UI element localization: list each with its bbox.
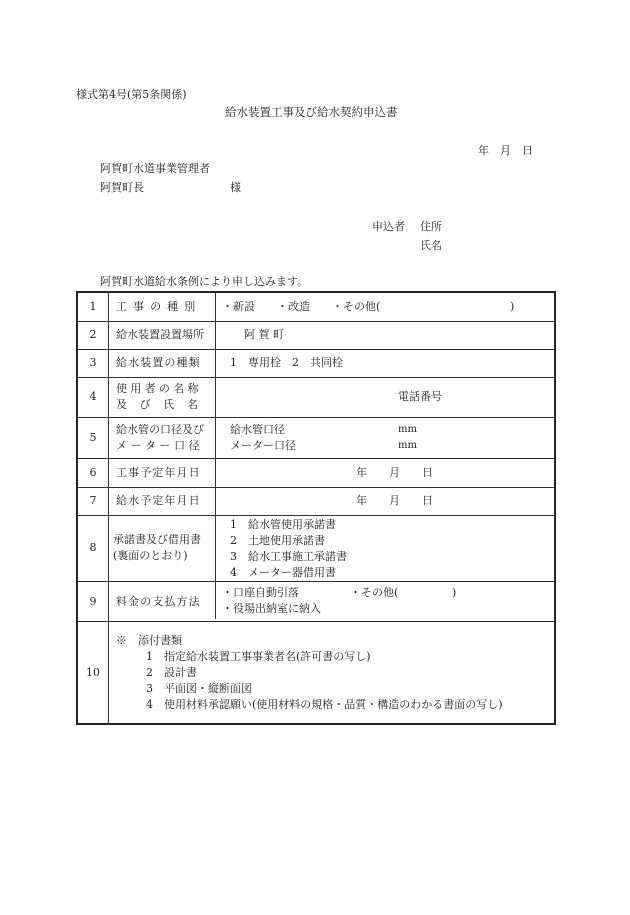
supply-date-value: 年 月 日: [356, 494, 433, 507]
pipe-diameter-label: 給水管口径: [230, 423, 285, 436]
work-type-other-close: ): [510, 300, 515, 313]
row-divider: [78, 515, 554, 516]
row-number: 7: [89, 494, 97, 507]
attachment-item: 1 指定給水装置工事事業者名(許可書の写し): [146, 650, 371, 663]
row-divider: [78, 349, 554, 350]
attachment-item: 2 設計書: [146, 666, 197, 679]
consent-item: 2 土地使用承諾書: [230, 534, 325, 547]
column-divider: [108, 293, 109, 723]
address-label: 住所: [420, 220, 442, 233]
row-divider: [78, 458, 554, 459]
row-number: 10: [86, 666, 100, 679]
form-number: 様式第4号(第5条関係): [76, 88, 187, 101]
row-label-consent-line2: (裏面のとおり): [113, 549, 188, 562]
row-label-diameter-line1: 給水管の口径及び: [116, 423, 204, 436]
row-number: 9: [89, 595, 97, 608]
work-type-options: ・新設 ・改造 ・その他(: [222, 300, 381, 313]
row-label-payment-method: 料金の支払方法: [116, 595, 201, 608]
consent-item: 1 給水管使用承諾書: [230, 518, 336, 531]
row-divider: [78, 321, 554, 322]
row-number: 2: [89, 328, 97, 341]
payment-option-auto-debit: ・口座自動引落: [222, 586, 299, 599]
row-number: 4: [89, 390, 97, 403]
row-label-consent-line1: 承諾書及び借用書: [113, 533, 201, 546]
row-label-user-name-line1: 使用者の名称: [116, 382, 202, 395]
column-divider: [215, 293, 216, 619]
row-label-construction-date: 工事予定年月日: [116, 466, 201, 479]
intro-statement: 阿賀町水道給水条例により申し込みます。: [100, 275, 309, 288]
install-location-value: 阿 賀 町: [244, 328, 284, 341]
attachment-item: 4 使用材料承認願い(使用材料の規格・品質・構造のわかる書面の写し): [146, 698, 503, 711]
row-number: 5: [89, 431, 97, 444]
attachment-item: 3 平面図・縦断面図: [146, 682, 252, 695]
application-form-table: [76, 291, 556, 725]
document-title: 給水装置工事及び給水契約申込書: [225, 105, 398, 119]
construction-date-value: 年 月 日: [356, 466, 433, 479]
attachments-heading: ※ 添付書類: [116, 634, 182, 647]
date-line: 年 月 日: [478, 144, 533, 157]
row-label-supply-date: 給水予定年月日: [116, 494, 201, 507]
row-number: 3: [89, 356, 97, 369]
row-divider: [78, 377, 554, 378]
payment-option-other-close: ): [452, 586, 457, 599]
phone-number-label: 電話番号: [398, 390, 442, 403]
row-label-device-type: 給水装置の種類: [116, 356, 201, 369]
row-divider: [78, 487, 554, 488]
row-label-user-name-line2: 及び氏名: [116, 398, 211, 411]
meter-diameter-unit: mm: [398, 440, 417, 451]
row-number: 6: [89, 466, 97, 479]
addressee-mayor: 阿賀町長: [100, 181, 144, 194]
row-number: 8: [89, 541, 97, 554]
payment-option-treasury: ・役場出納室に納入: [222, 602, 321, 615]
row-divider: [78, 581, 554, 582]
honorific: 様: [230, 181, 241, 194]
row-number: 1: [89, 300, 97, 313]
name-label: 氏名: [420, 239, 442, 252]
row-divider: [78, 417, 554, 418]
payment-option-other: ・その他(: [350, 586, 399, 599]
row-label-work-type: 工事の種別: [116, 300, 202, 313]
pipe-diameter-unit: mm: [398, 424, 417, 435]
addressee-manager: 阿賀町水道事業管理者: [100, 162, 210, 175]
row-divider: [78, 621, 554, 622]
consent-item: 3 給水工事施工承諾書: [230, 550, 347, 563]
device-type-options: 1 専用栓 2 共同栓: [230, 356, 343, 369]
consent-item: 4 メーター器借用書: [230, 566, 336, 579]
meter-diameter-label: メーター口径: [230, 439, 296, 452]
row-label-install-location: 給水装置設置場所: [116, 328, 204, 341]
applicant-label: 申込者: [372, 220, 405, 233]
row-label-diameter-line2: メーター口径: [116, 439, 204, 452]
